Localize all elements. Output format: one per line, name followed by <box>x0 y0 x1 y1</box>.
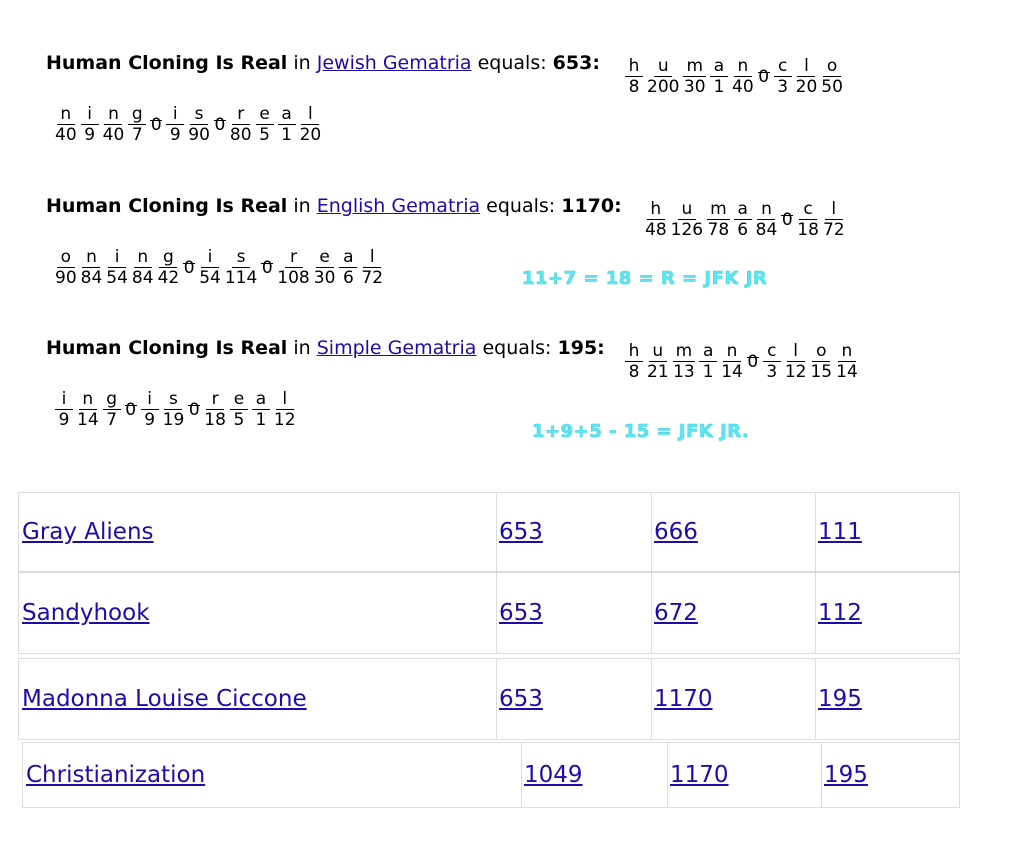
letter-glyph <box>763 341 781 382</box>
english-cell <box>652 659 816 739</box>
letter-glyph <box>810 341 832 382</box>
glyph-value: 0 <box>214 115 226 135</box>
letter-glyph <box>199 247 221 288</box>
glyph-value: 48 <box>645 220 667 240</box>
letter-glyph <box>774 56 792 97</box>
jewish-cell <box>522 743 668 807</box>
name-cell <box>19 659 497 739</box>
letter-glyph <box>158 247 180 288</box>
glyph-letter: l <box>276 389 294 410</box>
simple-cell <box>822 743 958 807</box>
letter-glyph <box>132 247 154 288</box>
english-cell <box>668 743 822 807</box>
total-value: 195 <box>557 337 598 359</box>
glyph-letter: n <box>734 56 752 77</box>
glyph-letter: m <box>673 341 696 362</box>
glyph-value: 84 <box>131 268 154 288</box>
glyph-value: 21 <box>647 362 669 382</box>
glyph-value: 0 <box>183 258 195 278</box>
glyph-value: 78 <box>707 220 730 240</box>
method-link-simple[interactable]: Simple Gematria <box>316 337 477 359</box>
glyph-letter: n <box>134 247 152 268</box>
phrase: Human Cloning Is Real <box>46 52 288 74</box>
phrase: Human Cloning Is Real <box>46 195 288 217</box>
letter-glyph <box>55 104 77 145</box>
glyph-letter: s <box>232 247 250 268</box>
letter-glyph <box>103 104 125 145</box>
glyph-letter: i <box>55 389 73 410</box>
simple-value-link[interactable]: 111 <box>818 519 862 545</box>
glyph-value: 0 <box>125 400 137 420</box>
glyph-value: 13 <box>673 362 695 382</box>
letter-glyph <box>645 199 667 240</box>
letter-glyph <box>707 199 730 240</box>
glyph-value: 0 <box>758 67 770 87</box>
space-glyph <box>150 104 162 135</box>
glyph-letter: r <box>206 389 224 410</box>
annotation-simple: 1+9+5 - 15 = JFK JR. <box>532 421 750 442</box>
letter-glyph <box>300 104 322 145</box>
english-value-link[interactable]: 672 <box>654 600 698 626</box>
name-cell <box>23 743 522 807</box>
letter-glyph <box>55 247 77 288</box>
equals-text: equals: <box>480 195 562 217</box>
glyph-letter: l <box>825 199 843 220</box>
glyph-value: 7 <box>131 125 143 145</box>
letter-glyph <box>821 56 843 97</box>
glyph-value: 108 <box>277 268 310 288</box>
letter-glyph <box>699 341 717 382</box>
letter-glyph <box>81 104 99 145</box>
glyph-value: 40 <box>732 77 754 97</box>
glyph-value: 20 <box>299 125 322 145</box>
glyph-value: 40 <box>55 125 77 145</box>
glyph-letter: h <box>625 341 643 362</box>
letter-glyph <box>797 199 819 240</box>
in-text: in <box>287 337 317 359</box>
glyph-value: 9 <box>169 125 181 145</box>
letter-glyph <box>721 341 743 382</box>
glyph-letter: c <box>774 56 792 77</box>
letter-glyph <box>625 341 643 382</box>
letter-glyph <box>277 247 309 288</box>
letter-glyph <box>625 56 643 97</box>
letter-glyph <box>230 389 248 430</box>
gematria-headline-english <box>46 194 622 218</box>
glyph-letter: l <box>787 341 805 362</box>
glyph-letter: e <box>256 104 274 125</box>
letter-glyph <box>163 389 185 430</box>
letter-breakdown-line <box>645 199 849 240</box>
letter-glyph <box>103 389 121 430</box>
glyph-letter: n <box>82 247 100 268</box>
letter-glyph <box>823 199 845 240</box>
glyph-letter: r <box>232 104 250 125</box>
table-row <box>18 658 960 740</box>
letter-glyph <box>734 199 752 240</box>
glyph-value: 14 <box>721 362 743 382</box>
english-value-link[interactable]: 666 <box>654 519 698 545</box>
glyph-letter: n <box>757 199 775 220</box>
glyph-value: 12 <box>784 362 807 382</box>
jewish-value-link[interactable]: 653 <box>499 519 543 545</box>
letter-breakdown-line <box>625 56 847 97</box>
jewish-value-link[interactable]: 653 <box>499 686 543 712</box>
glyph-letter: i <box>166 104 184 125</box>
glyph-letter: a <box>278 104 296 125</box>
space-glyph <box>261 247 273 278</box>
glyph-value: 1 <box>713 77 725 97</box>
glyph-letter: e <box>230 389 248 410</box>
letter-glyph <box>785 341 807 382</box>
glyph-letter: a <box>339 247 357 268</box>
glyph-letter: o <box>823 56 841 77</box>
glyph-value: 0 <box>150 115 162 135</box>
glyph-value: 1 <box>255 410 267 430</box>
letter-glyph <box>225 247 257 288</box>
glyph-value: 8 <box>628 362 640 382</box>
letter-breakdown-line <box>55 247 387 288</box>
glyph-letter: u <box>649 341 667 362</box>
glyph-letter: l <box>363 247 381 268</box>
glyph-value: 0 <box>781 210 793 230</box>
glyph-value: 5 <box>233 410 245 430</box>
name-cell <box>19 493 497 571</box>
phrase-link[interactable]: Christianization <box>26 762 206 788</box>
glyph-value: 6 <box>342 268 354 288</box>
letter-glyph <box>106 247 128 288</box>
glyph-value: 12 <box>273 410 296 430</box>
colon: : <box>597 337 605 359</box>
letter-glyph <box>278 104 296 145</box>
simple-value-link[interactable]: 195 <box>818 686 862 712</box>
space-glyph <box>188 389 200 420</box>
glyph-value: 90 <box>55 268 77 288</box>
glyph-letter: c <box>763 341 781 362</box>
glyph-letter: i <box>201 247 219 268</box>
glyph-letter: h <box>647 199 665 220</box>
glyph-value: 90 <box>188 125 210 145</box>
glyph-value: 84 <box>80 268 103 288</box>
glyph-letter: l <box>797 56 815 77</box>
glyph-value: 18 <box>797 220 819 240</box>
letter-glyph <box>252 389 270 430</box>
table-row <box>18 492 960 572</box>
glyph-letter: n <box>57 104 75 125</box>
phrase: Human Cloning Is Real <box>46 337 288 359</box>
simple-cell <box>816 573 959 653</box>
letter-glyph <box>141 389 159 430</box>
glyph-value: 15 <box>810 362 833 382</box>
jewish-cell <box>497 659 652 739</box>
glyph-value: 18 <box>204 410 226 430</box>
glyph-letter: c <box>799 199 817 220</box>
glyph-value: 19 <box>162 410 185 430</box>
glyph-value: 72 <box>361 268 384 288</box>
letter-glyph <box>128 104 146 145</box>
table-row <box>22 742 960 808</box>
glyph-letter: m <box>683 56 706 77</box>
letter-glyph <box>683 56 706 97</box>
glyph-value: 54 <box>106 268 128 288</box>
glyph-value: 6 <box>737 220 749 240</box>
glyph-value: 3 <box>777 77 789 97</box>
letter-glyph <box>256 104 274 145</box>
glyph-letter: s <box>190 104 208 125</box>
space-glyph <box>214 104 226 135</box>
letter-glyph <box>274 389 296 430</box>
glyph-value: 20 <box>795 77 818 97</box>
glyph-letter: g <box>159 247 177 268</box>
glyph-value: 0 <box>188 400 200 420</box>
glyph-letter: h <box>625 56 643 77</box>
space-glyph <box>183 247 195 278</box>
glyph-value: 200 <box>647 77 680 97</box>
glyph-letter: o <box>57 247 75 268</box>
simple-cell <box>816 493 959 571</box>
letter-glyph <box>647 56 679 97</box>
letter-glyph <box>647 341 669 382</box>
letter-glyph <box>671 199 703 240</box>
glyph-letter: i <box>108 247 126 268</box>
colon: : <box>592 52 600 74</box>
in-text: in <box>287 52 317 74</box>
glyph-value: 50 <box>821 77 843 97</box>
glyph-value: 84 <box>755 220 778 240</box>
letter-glyph <box>732 56 754 97</box>
letter-breakdown-line <box>55 389 300 430</box>
glyph-letter: o <box>812 341 830 362</box>
glyph-value: 14 <box>77 410 99 430</box>
glyph-letter: n <box>79 389 97 410</box>
glyph-value: 14 <box>836 362 858 382</box>
glyph-value: 42 <box>157 268 180 288</box>
glyph-value: 1 <box>702 362 714 382</box>
letter-glyph <box>81 247 103 288</box>
simple-value-link[interactable]: 112 <box>818 600 862 626</box>
glyph-letter: a <box>699 341 717 362</box>
simple-value-link[interactable]: 195 <box>824 762 868 788</box>
phrase-link[interactable]: Madonna Louise Ciccone <box>22 686 307 712</box>
glyph-letter: i <box>81 104 99 125</box>
equals-text: equals: <box>476 337 558 359</box>
glyph-letter: a <box>710 56 728 77</box>
glyph-letter: l <box>301 104 319 125</box>
gematria-headline-jewish <box>46 51 600 75</box>
table-row <box>18 572 960 654</box>
glyph-value: 80 <box>229 125 252 145</box>
glyph-value: 0 <box>747 352 759 372</box>
letter-glyph <box>77 389 99 430</box>
method-link-jewish[interactable]: Jewish Gematria <box>316 52 472 74</box>
letter-glyph <box>339 247 357 288</box>
jewish-cell <box>497 493 652 571</box>
glyph-value: 0 <box>261 258 273 278</box>
total-value: 1170 <box>561 195 615 217</box>
glyph-value: 5 <box>259 125 270 145</box>
jewish-cell <box>497 573 652 653</box>
glyph-value: 114 <box>224 268 258 288</box>
glyph-value: 9 <box>84 125 96 145</box>
glyph-letter: e <box>316 247 334 268</box>
letter-glyph <box>836 341 858 382</box>
letter-breakdown-line <box>55 104 325 145</box>
glyph-letter: n <box>104 104 122 125</box>
glyph-letter: u <box>678 199 696 220</box>
glyph-letter: a <box>252 389 270 410</box>
letter-breakdown-line <box>625 341 862 382</box>
jewish-value-link[interactable]: 1049 <box>524 762 583 788</box>
english-value-link[interactable]: 1170 <box>670 762 729 788</box>
glyph-value: 54 <box>199 268 221 288</box>
glyph-letter: n <box>723 341 741 362</box>
glyph-letter: a <box>734 199 752 220</box>
space-glyph <box>758 56 770 87</box>
letter-glyph <box>230 104 252 145</box>
letter-glyph <box>55 389 73 430</box>
phrase-link[interactable]: Sandyhook <box>22 600 150 626</box>
glyph-value: 40 <box>102 125 125 145</box>
glyph-value: 126 <box>670 220 704 240</box>
total-value: 653 <box>552 52 593 74</box>
glyph-letter: r <box>285 247 303 268</box>
glyph-letter: u <box>654 56 672 77</box>
letter-glyph <box>314 247 336 288</box>
simple-cell <box>816 659 959 739</box>
glyph-value: 9 <box>58 410 70 430</box>
name-cell <box>19 573 497 653</box>
letter-glyph <box>166 104 184 145</box>
glyph-value: 9 <box>144 410 156 430</box>
method-link-english[interactable]: English Gematria <box>316 195 481 217</box>
english-cell <box>652 493 816 571</box>
glyph-letter: m <box>707 199 730 220</box>
letter-glyph <box>756 199 778 240</box>
glyph-letter: g <box>128 104 146 125</box>
english-value-link[interactable]: 1170 <box>654 686 713 712</box>
space-glyph <box>125 389 137 420</box>
letter-glyph <box>673 341 696 382</box>
equals-text: equals: <box>471 52 553 74</box>
annotation-english: 11+7 = 18 = R = JFK JR <box>522 268 768 289</box>
letter-glyph <box>204 389 226 430</box>
gematria-headline-simple <box>46 336 605 360</box>
space-glyph <box>747 341 759 372</box>
letter-glyph <box>188 104 210 145</box>
glyph-value: 8 <box>628 77 640 97</box>
phrase-link[interactable]: Gray Aliens <box>22 519 154 545</box>
jewish-value-link[interactable]: 653 <box>499 600 543 626</box>
glyph-value: 30 <box>313 268 336 288</box>
letter-glyph <box>796 56 818 97</box>
glyph-value: 7 <box>106 410 118 430</box>
glyph-value: 30 <box>683 77 706 97</box>
glyph-value: 1 <box>281 125 292 145</box>
colon: : <box>614 195 622 217</box>
glyph-letter: s <box>164 389 182 410</box>
glyph-letter: i <box>141 389 159 410</box>
letter-glyph <box>710 56 728 97</box>
glyph-value: 3 <box>766 362 778 382</box>
glyph-letter: g <box>103 389 121 410</box>
english-cell <box>652 573 816 653</box>
glyph-value: 72 <box>822 220 845 240</box>
space-glyph <box>781 199 793 230</box>
letter-glyph <box>361 247 383 288</box>
glyph-letter: n <box>838 341 856 362</box>
in-text: in <box>287 195 317 217</box>
